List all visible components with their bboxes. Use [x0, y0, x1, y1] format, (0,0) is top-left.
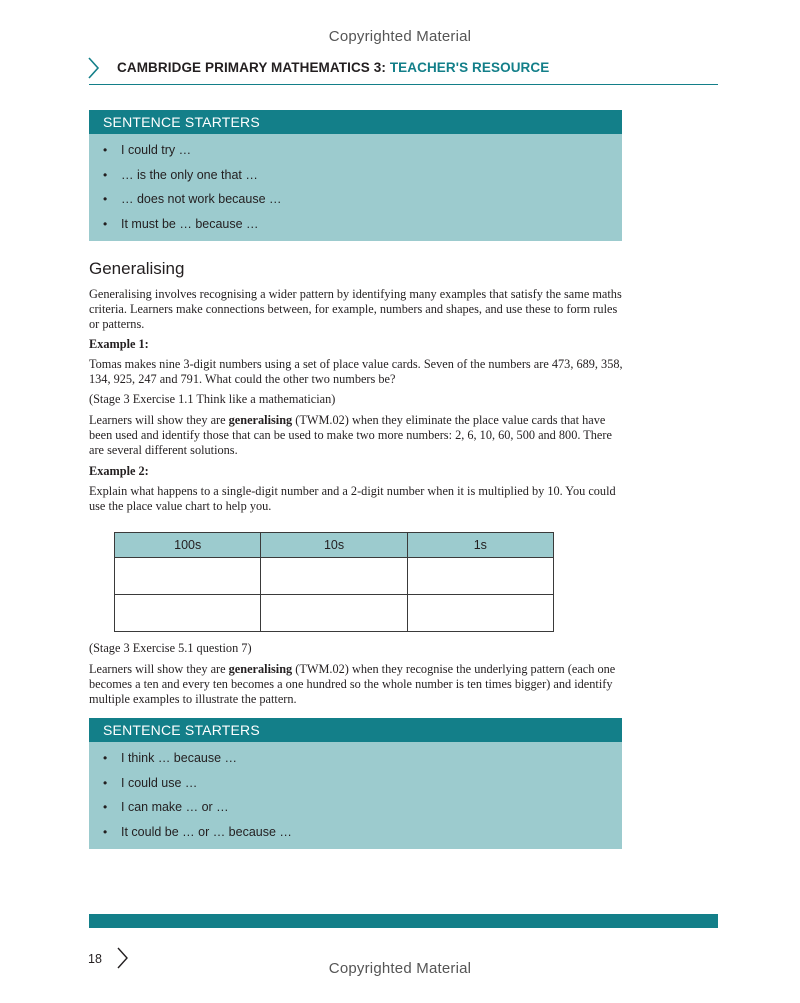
copyright-notice-top: Copyrighted Material [328, 28, 472, 45]
sentence-starters-heading: SENTENCE STARTERS [89, 718, 622, 742]
page-number: 18 [88, 952, 102, 966]
bullet-icon: • [103, 800, 108, 814]
column-header-1s: 1s [407, 533, 553, 558]
column-header-10s: 10s [261, 533, 407, 558]
column-header-100s: 100s [115, 533, 261, 558]
example-2-reference: (Stage 3 Exercise 5.1 question 7) [89, 641, 252, 655]
list-item: • It could be … or … because … [89, 820, 622, 845]
list-item: • I could use … [89, 771, 622, 796]
sentence-starters-box-1 [89, 110, 622, 241]
list-item: • … does not work because … [89, 187, 622, 212]
example-2-explanation: Learners will show they are generalising (TWM.02) when they recognise the underlying pattern (each one becomes a ten and every ten becomes a one hundred so the whole number is ten times bigger) and identify multiple examples to illustrate the pattern. [89, 662, 616, 706]
table-cell [261, 558, 407, 595]
table-cell [115, 595, 261, 632]
running-header [117, 60, 549, 75]
sentence-starters-box-2 [89, 718, 622, 849]
bullet-icon: • [103, 216, 108, 231]
example-2-text: Explain what happens to a single-digit number and a 2-digit number when it is multiplied by 10. You could use the place value chart to help you. [89, 484, 616, 513]
sentence-starters-list [89, 742, 622, 844]
header-title: CAMBRIDGE PRIMARY MATHEMATICS 3: [117, 60, 390, 75]
example-1-explanation: Learners will show they are generalising (TWM.02) when they eliminate the place value cards that have been used and identify those that can be used to make two more numbers: 2, 6, 10, 60, 500 and 800. There are several different solutions. [89, 413, 612, 457]
example-1-label: Example 1: [89, 337, 149, 351]
bullet-icon: • [103, 751, 108, 765]
section-title: Generalising [89, 259, 185, 278]
list-item: • I could try … [89, 138, 622, 163]
copyright-notice-bottom: Copyrighted Material [328, 960, 472, 977]
bullet-icon: • [103, 143, 108, 157]
bullet-icon: • [103, 192, 108, 206]
header-title-accent: TEACHER'S RESOURCE [389, 60, 550, 75]
header-divider [89, 84, 718, 85]
example-2-label: Example 2: [89, 464, 149, 478]
list-item: • I think … because … [89, 746, 622, 771]
sentence-starters-list [89, 134, 622, 236]
table-cell [407, 558, 553, 595]
list-item: • It must be … because … [89, 212, 622, 237]
list-item: • … is the only one that … [89, 163, 622, 188]
table-cell [407, 595, 553, 632]
table-row [115, 595, 554, 632]
table-cell [115, 558, 261, 595]
place-value-chart [114, 532, 554, 632]
bullet-icon: • [103, 775, 108, 790]
table-row [115, 558, 554, 595]
bullet-icon: • [103, 167, 108, 182]
table-cell [261, 595, 407, 632]
list-item: • I can make … or … [89, 795, 622, 820]
example-1-text: Tomas makes nine 3-digit numbers using a set of place value cards. Seven of the numbers are 473, 689, 358, 134, 925, 247 and 791. What could the other two numbers be? [89, 357, 623, 386]
footer-bar [89, 914, 718, 928]
bullet-icon: • [103, 824, 108, 839]
sentence-starters-heading: SENTENCE STARTERS [89, 110, 622, 134]
example-1-reference: (Stage 3 Exercise 1.1 Think like a mathematician) [89, 392, 336, 406]
chevron-right-icon [86, 56, 100, 80]
intro-paragraph: Generalising involves recognising a wider pattern by identifying many examples that satisfy the same maths criteria. Learners make connections between, for example, numbers and shapes, and use these to form rules or patterns. [89, 287, 622, 331]
